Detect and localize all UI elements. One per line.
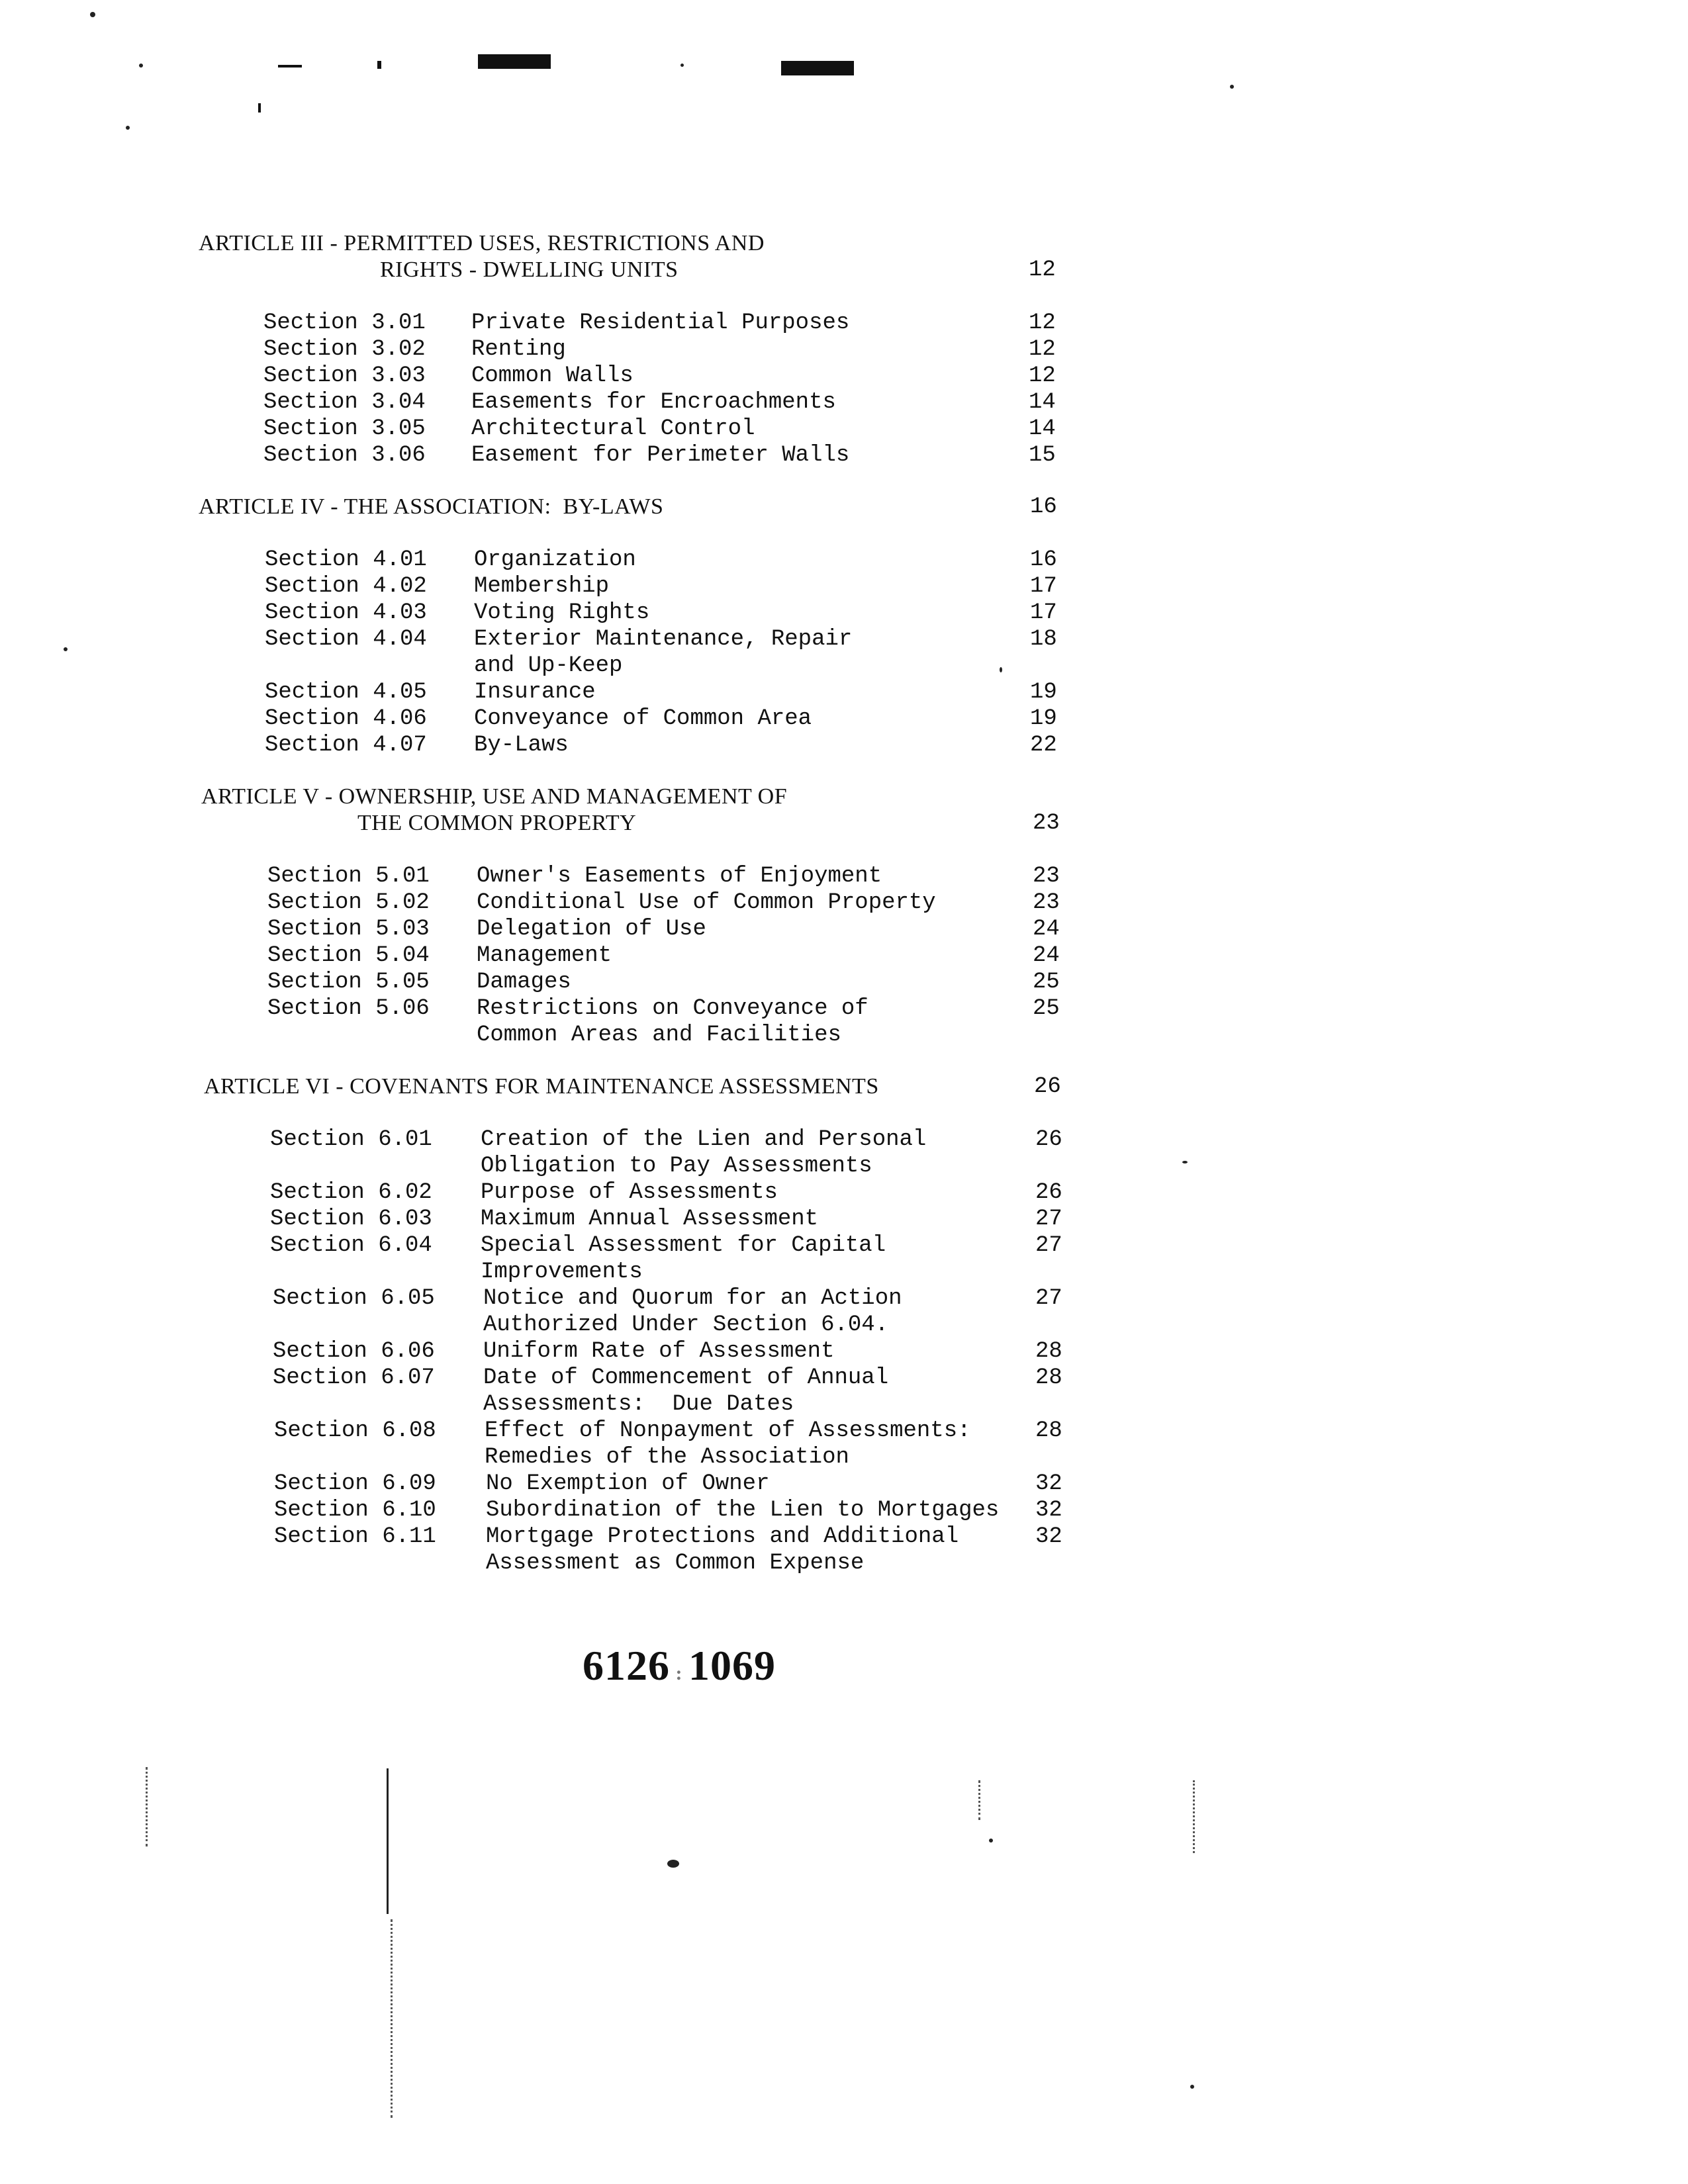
section-page: 28: [1035, 1339, 1062, 1364]
scan-line: [387, 1768, 389, 1914]
section-page: 16: [1030, 547, 1057, 572]
section-label: Section 3.03: [263, 363, 426, 388]
article-page-number: 16: [1030, 494, 1057, 520]
section-title: Easements for Encroachments: [471, 390, 836, 415]
section-page: 27: [1035, 1233, 1062, 1258]
scan-speck: [1190, 2085, 1194, 2089]
article-title-line1: ARTICLE V - OWNERSHIP, USE AND MANAGEMENT OF: [201, 784, 788, 809]
article-title-line1: ARTICLE VI - COVENANTS FOR MAINTENANCE ASSESSMENTS: [204, 1074, 879, 1099]
section-title: Conditional Use of Common Property: [477, 890, 936, 915]
toc-entry: [274, 1524, 1062, 1656]
section-page: 12: [1029, 363, 1056, 388]
section-title: Maximum Annual Assessment: [481, 1206, 819, 1232]
scan-speck: [139, 64, 143, 68]
section-label: Section 4.06: [265, 706, 427, 731]
section-label: Section 3.02: [263, 337, 426, 362]
section-title: Renting: [471, 337, 566, 362]
section-label: Section 5.01: [267, 864, 430, 889]
section-title: Organization: [474, 547, 636, 572]
section-title: Conveyance of Common Area: [474, 706, 812, 731]
section-label: Section 5.04: [267, 943, 430, 968]
scan-line: [146, 1767, 148, 1846]
scan-line: [978, 1780, 980, 1820]
article-heading: [199, 230, 765, 283]
section-page: 19: [1030, 680, 1057, 705]
section-label: Section 4.03: [265, 600, 427, 625]
article-heading: [201, 784, 787, 837]
section-page: 19: [1030, 706, 1057, 731]
scan-mark: [478, 54, 551, 69]
section-label: Section 4.02: [265, 574, 427, 599]
section-label: Section 6.02: [270, 1180, 432, 1205]
book-page-stamp: [583, 1641, 776, 1690]
article-title-line2: THE COMMON PROPERTY: [357, 811, 637, 835]
section-page: 15: [1029, 443, 1056, 468]
section-label: Section 5.06: [267, 996, 430, 1021]
section-title: No Exemption of Owner: [486, 1471, 770, 1496]
book-number: 6126: [583, 1642, 670, 1689]
article-page-number: 26: [1034, 1074, 1061, 1099]
section-label: Section 3.05: [263, 416, 426, 441]
section-page: 22: [1030, 733, 1057, 758]
section-page: 17: [1030, 600, 1057, 625]
scan-speck: [989, 1839, 993, 1843]
scan-mark: [377, 61, 381, 69]
section-page: 12: [1029, 337, 1056, 362]
page-number: 1069: [688, 1642, 776, 1689]
scan-speck: [667, 1860, 679, 1868]
section-page: 12: [1029, 310, 1056, 336]
section-label: Section 4.05: [265, 680, 427, 705]
section-page: 25: [1033, 970, 1060, 995]
scan-speck: [1000, 667, 1002, 672]
section-title: Restrictions on Conveyance of Common Areas and Facilities: [477, 996, 868, 1048]
section-label: Section 3.06: [263, 443, 426, 468]
article-page-number: 12: [1029, 257, 1056, 283]
stamp-separator: :: [670, 1662, 688, 1684]
section-page: 27: [1035, 1286, 1062, 1311]
section-label: Section 5.05: [267, 970, 430, 995]
section-title: Exterior Maintenance, Repair and Up-Keep: [474, 627, 853, 678]
scan-speck: [1230, 85, 1234, 89]
section-label: Section 6.03: [270, 1206, 432, 1232]
article-title-line2: RIGHTS - DWELLING UNITS: [380, 257, 679, 282]
section-title: By-Laws: [474, 733, 569, 758]
scan-mark: [258, 103, 261, 113]
section-title: Mortgage Protections and Additional Assessment as Common Expense: [486, 1524, 959, 1576]
section-title: Owner's Easements of Enjoyment: [477, 864, 882, 889]
section-page: 26: [1035, 1127, 1062, 1152]
section-label: Section 6.01: [270, 1127, 432, 1152]
scan-mark: [781, 61, 854, 75]
article-title-line1: ARTICLE III - PERMITTED USES, RESTRICTIONS AND: [199, 231, 765, 255]
section-label: Section 6.10: [274, 1498, 436, 1523]
section-title: Damages: [477, 970, 571, 995]
section-title: Special Assessment for Capital Improvements: [481, 1233, 886, 1285]
section-label: Section 5.02: [267, 890, 430, 915]
scan-speck: [680, 64, 684, 67]
section-title: Uniform Rate of Assessment: [483, 1339, 835, 1364]
section-label: Section 6.05: [273, 1286, 435, 1311]
section-page: 18: [1030, 627, 1057, 652]
section-page: 24: [1033, 943, 1060, 968]
section-title: Common Walls: [471, 363, 633, 388]
scan-speck: [1182, 1161, 1188, 1163]
section-label: Section 6.04: [270, 1233, 432, 1258]
scan-speck: [126, 126, 130, 130]
section-label: Section 5.03: [267, 917, 430, 942]
section-title: Easement for Perimeter Walls: [471, 443, 850, 468]
section-title: Architectural Control: [471, 416, 755, 441]
article-page-number: 23: [1033, 811, 1060, 836]
section-page: 25: [1033, 996, 1060, 1021]
section-title: Voting Rights: [474, 600, 650, 625]
scan-mark: [278, 65, 302, 68]
scan-line: [1193, 1780, 1195, 1853]
section-page: 32: [1035, 1524, 1062, 1549]
section-title: Insurance: [474, 680, 596, 705]
section-page: 28: [1035, 1365, 1062, 1390]
section-title: Membership: [474, 574, 610, 599]
article-title-line1: ARTICLE IV - THE ASSOCIATION: BY-LAWS: [199, 494, 664, 519]
section-label: Section 6.08: [274, 1418, 436, 1443]
article-heading: [199, 494, 663, 520]
section-title: Subordination of the Lien to Mortgages: [486, 1498, 1000, 1523]
section-title: Delegation of Use: [477, 917, 706, 942]
section-title: Notice and Quorum for an Action Authorized Under Section 6.04.: [483, 1286, 902, 1338]
section-title: Private Residential Purposes: [471, 310, 850, 336]
section-label: Section 3.04: [263, 390, 426, 415]
section-page: 32: [1035, 1498, 1062, 1523]
section-title: Purpose of Assessments: [481, 1180, 778, 1205]
scan-speck: [64, 647, 68, 651]
section-page: 26: [1035, 1180, 1062, 1205]
section-title: Management: [477, 943, 612, 968]
section-page: 14: [1029, 416, 1056, 441]
section-page: 23: [1033, 864, 1060, 889]
section-page: 27: [1035, 1206, 1062, 1232]
scan-line: [391, 1919, 393, 2118]
section-page: 32: [1035, 1471, 1062, 1496]
article-heading: [204, 1073, 879, 1100]
section-label: Section 6.07: [273, 1365, 435, 1390]
section-page: 23: [1033, 890, 1060, 915]
section-label: Section 3.01: [263, 310, 426, 336]
section-label: Section 6.09: [274, 1471, 436, 1496]
section-label: Section 6.11: [274, 1524, 436, 1549]
scan-speck: [90, 12, 95, 17]
section-title: Effect of Nonpayment of Assessments: Remedies of the Association: [485, 1418, 971, 1470]
section-page: 17: [1030, 574, 1057, 599]
section-label: Section 4.04: [265, 627, 427, 652]
section-label: Section 4.01: [265, 547, 427, 572]
section-page: 28: [1035, 1418, 1062, 1443]
section-page: 14: [1029, 390, 1056, 415]
section-page: 24: [1033, 917, 1060, 942]
section-title: Date of Commencement of Annual Assessments: Due Dates: [483, 1365, 889, 1417]
section-title: Creation of the Lien and Personal Obligation to Pay Assessments: [481, 1127, 927, 1179]
section-label: Section 4.07: [265, 733, 427, 758]
section-label: Section 6.06: [273, 1339, 435, 1364]
